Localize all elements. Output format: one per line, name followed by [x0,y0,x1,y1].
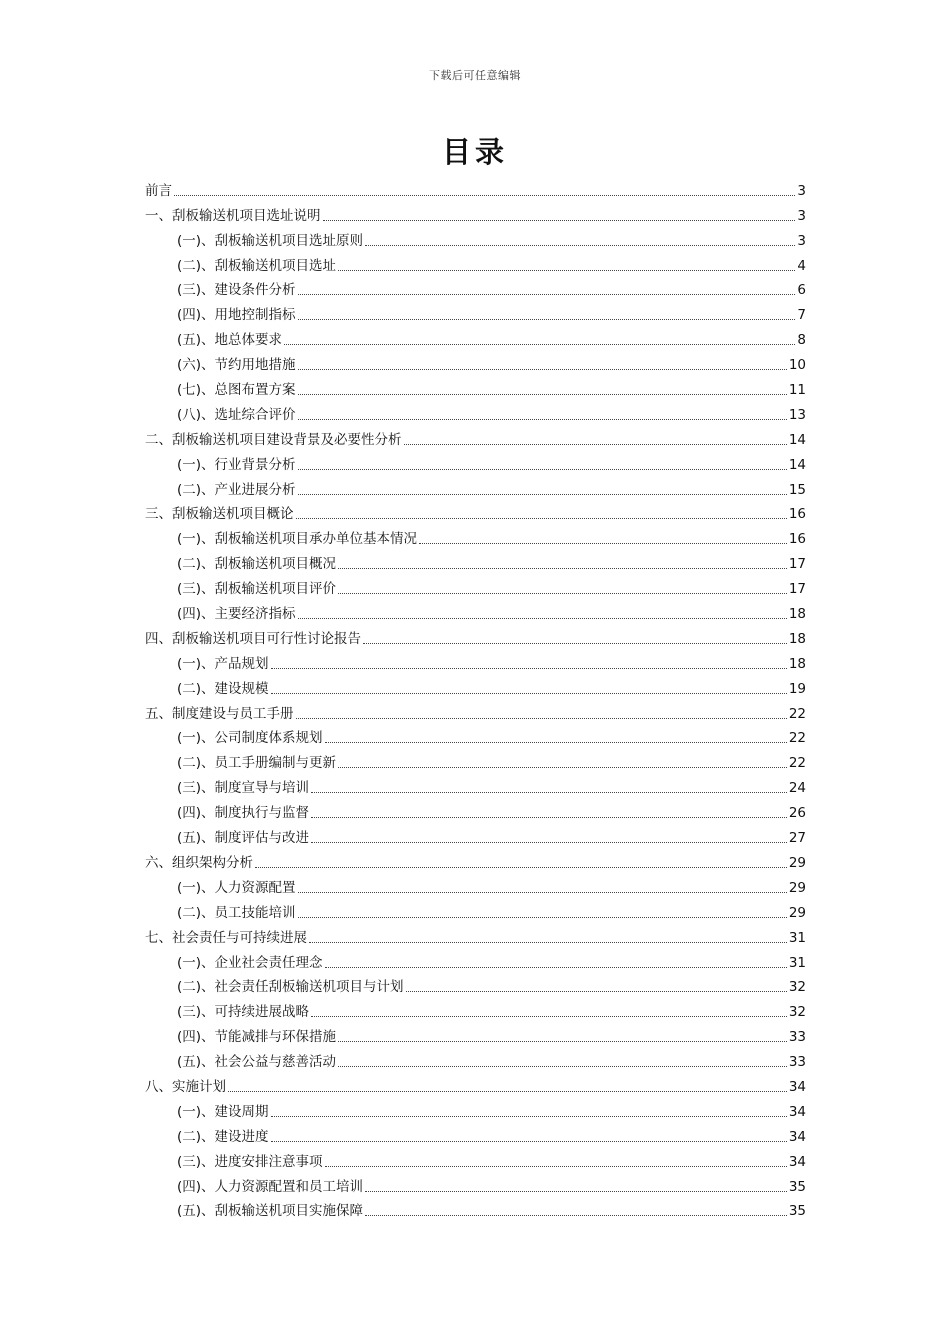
toc-chapter-entry[interactable] [145,500,806,525]
toc-dot-leader [311,842,787,843]
toc-entry-label: 六、组织架构分析 [145,854,253,871]
toc-dot-leader [298,369,787,370]
toc-dot-leader [298,294,796,295]
toc-section-entry[interactable] [145,574,806,599]
toc-page-number: 35 [788,1178,806,1195]
toc-dot-leader [338,1066,787,1067]
toc-entry-label: 前言 [145,182,172,199]
table-of-contents [145,176,806,1221]
toc-section-entry[interactable] [145,475,806,500]
toc-page-number: 22 [788,755,806,772]
toc-dot-leader [298,319,796,320]
toc-section-entry[interactable] [145,350,806,375]
toc-page-number: 13 [788,406,806,423]
toc-section-entry[interactable] [145,300,806,325]
toc-section-entry[interactable] [145,375,806,400]
toc-page-number: 10 [788,357,806,374]
toc-page-number: 18 [788,630,806,647]
toc-entry-label: (四)、人力资源配置和员工培训 [177,1178,364,1195]
toc-dot-leader [311,817,787,818]
toc-page-number: 34 [788,1103,806,1120]
toc-section-entry[interactable] [145,251,806,276]
toc-entry-label: (二)、建设规模 [177,680,269,697]
toc-dot-leader [271,668,787,669]
toc-entry-label: (五)、刮板输送机项目实施保障 [177,1203,364,1220]
toc-section-entry[interactable] [145,773,806,798]
toc-chapter-entry[interactable] [145,624,806,649]
toc-page-number: 34 [788,1153,806,1170]
toc-entry-label: (二)、员工技能培训 [177,904,296,921]
toc-entry-label: (二)、产业进展分析 [177,481,296,498]
toc-section-entry[interactable] [145,599,806,624]
toc-entry-label: (一)、刮板输送机项目选址原则 [177,232,364,249]
toc-entry-label: (一)、公司制度体系规划 [177,730,323,747]
toc-page-number: 32 [788,979,806,996]
toc-dot-leader [298,917,787,918]
toc-section-entry[interactable] [145,1047,806,1072]
toc-page-number: 26 [788,805,806,822]
toc-page-number: 35 [788,1203,806,1220]
toc-dot-leader [271,1116,787,1117]
toc-page-number: 14 [788,431,806,448]
toc-section-entry[interactable] [145,973,806,998]
toc-dot-leader [338,270,795,271]
toc-page-number: 27 [788,830,806,847]
toc-entry-label: 七、社会责任与可持续进展 [145,929,307,946]
toc-section-entry[interactable] [145,674,806,699]
toc-dot-leader [298,892,787,893]
toc-title: 目录 [441,135,508,169]
toc-page-number: 3 [797,207,806,224]
toc-entry-label: 三、刮板输送机项目概论 [145,506,294,523]
toc-dot-leader [365,245,795,246]
toc-entry-label: (四)、用地控制指标 [177,307,296,324]
toc-dot-leader [325,742,787,743]
toc-section-entry[interactable] [145,748,806,773]
toc-entry-label: (一)、产品规划 [177,655,269,672]
toc-section-entry[interactable] [145,798,806,823]
toc-entry-label: (三)、进度安排注意事项 [177,1153,323,1170]
toc-dot-leader [338,1041,787,1042]
toc-entry-label: (二)、建设进度 [177,1128,269,1145]
toc-entry-label: (八)、选址综合评价 [177,406,296,423]
toc-entry-label: (四)、主要经济指标 [177,606,296,623]
header-note: 下载后可任意编辑 [429,69,521,82]
toc-dot-leader [284,344,795,345]
toc-entry-label: (三)、制度宣导与培训 [177,780,310,797]
toc-page-number: 29 [788,854,806,871]
toc-dot-leader [271,693,787,694]
toc-entry-label: (二)、社会责任刮板输送机项目与计划 [177,979,404,996]
toc-dot-leader [228,1091,787,1092]
toc-section-entry[interactable] [145,997,806,1022]
toc-page-number: 6 [797,282,806,299]
toc-section-entry[interactable] [145,400,806,425]
toc-chapter-entry[interactable] [145,1072,806,1097]
toc-section-entry[interactable] [145,1097,806,1122]
toc-page-number: 8 [797,332,806,349]
toc-page-number: 33 [788,1029,806,1046]
toc-page-number: 31 [788,954,806,971]
toc-section-entry[interactable] [145,1197,806,1222]
toc-entry-label: (二)、员工手册编制与更新 [177,755,337,772]
toc-dot-leader [338,568,787,569]
toc-dot-leader [338,767,787,768]
toc-page-number: 32 [788,1004,806,1021]
toc-entry-label: (三)、建设条件分析 [177,282,296,299]
toc-page-number: 19 [788,680,806,697]
toc-page-number: 18 [788,606,806,623]
toc-entry-label: (五)、地总体要求 [177,332,283,349]
toc-section-entry[interactable] [145,276,806,301]
toc-page-number: 31 [788,929,806,946]
toc-entry-label: (三)、刮板输送机项目评价 [177,581,337,598]
toc-section-entry[interactable] [145,898,806,923]
toc-page-number: 22 [788,730,806,747]
toc-entry-label: (四)、节能减排与环保措施 [177,1029,337,1046]
toc-entry-label: (一)、企业社会责任理念 [177,954,323,971]
toc-page-number: 16 [788,506,806,523]
toc-dot-leader [311,792,787,793]
toc-entry-label: 四、刮板输送机项目可行性讨论报告 [145,630,361,647]
toc-dot-leader [298,494,787,495]
toc-dot-leader [174,195,795,196]
toc-entry-label: 八、实施计划 [145,1078,226,1095]
toc-chapter-entry[interactable] [145,699,806,724]
toc-section-entry[interactable] [145,1172,806,1197]
toc-dot-leader [338,593,787,594]
toc-dot-leader [325,1166,787,1167]
toc-page-number: 4 [797,257,806,274]
toc-page-number: 17 [788,581,806,598]
toc-dot-leader [298,618,787,619]
toc-page-number: 3 [797,232,806,249]
toc-entry-label: (一)、行业背景分析 [177,456,296,473]
toc-page-number: 11 [788,382,806,399]
toc-page-number: 17 [788,556,806,573]
toc-page-number: 7 [797,307,806,324]
toc-entry-label: (四)、制度执行与监督 [177,805,310,822]
toc-dot-leader [365,1191,787,1192]
toc-section-entry[interactable] [145,549,806,574]
toc-page-number: 15 [788,481,806,498]
toc-dot-leader [404,444,787,445]
toc-chapter-entry[interactable] [145,848,806,873]
toc-section-entry[interactable] [145,450,806,475]
toc-section-entry[interactable] [145,524,806,549]
toc-entry-label: 一、刮板输送机项目选址说明 [145,207,321,224]
toc-chapter-entry[interactable] [145,425,806,450]
toc-section-entry[interactable] [145,724,806,749]
toc-section-entry[interactable] [145,1147,806,1172]
toc-page-number: 14 [788,456,806,473]
toc-page-number: 16 [788,531,806,548]
toc-page-number: 34 [788,1128,806,1145]
toc-dot-leader [406,991,787,992]
toc-section-entry[interactable] [145,649,806,674]
toc-chapter-entry[interactable] [145,176,806,201]
toc-entry-label: (七)、总图布置方案 [177,382,296,399]
toc-entry-label: (一)、建设周期 [177,1103,269,1120]
toc-entry-label: 五、制度建设与员工手册 [145,705,294,722]
toc-page-number: 3 [797,182,806,199]
toc-page-number: 29 [788,879,806,896]
toc-section-entry[interactable] [145,226,806,251]
toc-section-entry[interactable] [145,1022,806,1047]
toc-dot-leader [309,942,787,943]
toc-entry-label: (一)、刮板输送机项目承办单位基本情况 [177,531,418,548]
toc-page-number: 33 [788,1054,806,1071]
toc-section-entry[interactable] [145,873,806,898]
toc-chapter-entry[interactable] [145,923,806,948]
toc-dot-leader [298,469,787,470]
toc-chapter-entry[interactable] [145,201,806,226]
toc-entry-label: (三)、可持续进展战略 [177,1004,310,1021]
toc-page-number: 22 [788,705,806,722]
toc-dot-leader [419,543,787,544]
toc-dot-leader [363,643,787,644]
toc-section-entry[interactable] [145,948,806,973]
toc-section-entry[interactable] [145,325,806,350]
toc-dot-leader [296,718,787,719]
toc-page-number: 18 [788,655,806,672]
toc-section-entry[interactable] [145,1122,806,1147]
toc-page-number: 34 [788,1078,806,1095]
toc-dot-leader [298,419,787,420]
toc-dot-leader [323,220,796,221]
toc-dot-leader [325,967,787,968]
toc-entry-label: (二)、刮板输送机项目选址 [177,257,337,274]
toc-dot-leader [311,1016,787,1017]
toc-entry-label: (五)、制度评估与改进 [177,830,310,847]
toc-entry-label: (五)、社会公益与慈善活动 [177,1054,337,1071]
toc-entry-label: (六)、节约用地措施 [177,357,296,374]
toc-dot-leader [365,1215,787,1216]
toc-dot-leader [255,867,787,868]
toc-section-entry[interactable] [145,823,806,848]
toc-dot-leader [298,394,787,395]
toc-page-number: 29 [788,904,806,921]
toc-entry-label: (一)、人力资源配置 [177,879,296,896]
toc-entry-label: 二、刮板输送机项目建设背景及必要性分析 [145,431,402,448]
toc-page-number: 24 [788,780,806,797]
toc-entry-label: (二)、刮板输送机项目概况 [177,556,337,573]
toc-dot-leader [271,1141,787,1142]
toc-dot-leader [296,518,787,519]
